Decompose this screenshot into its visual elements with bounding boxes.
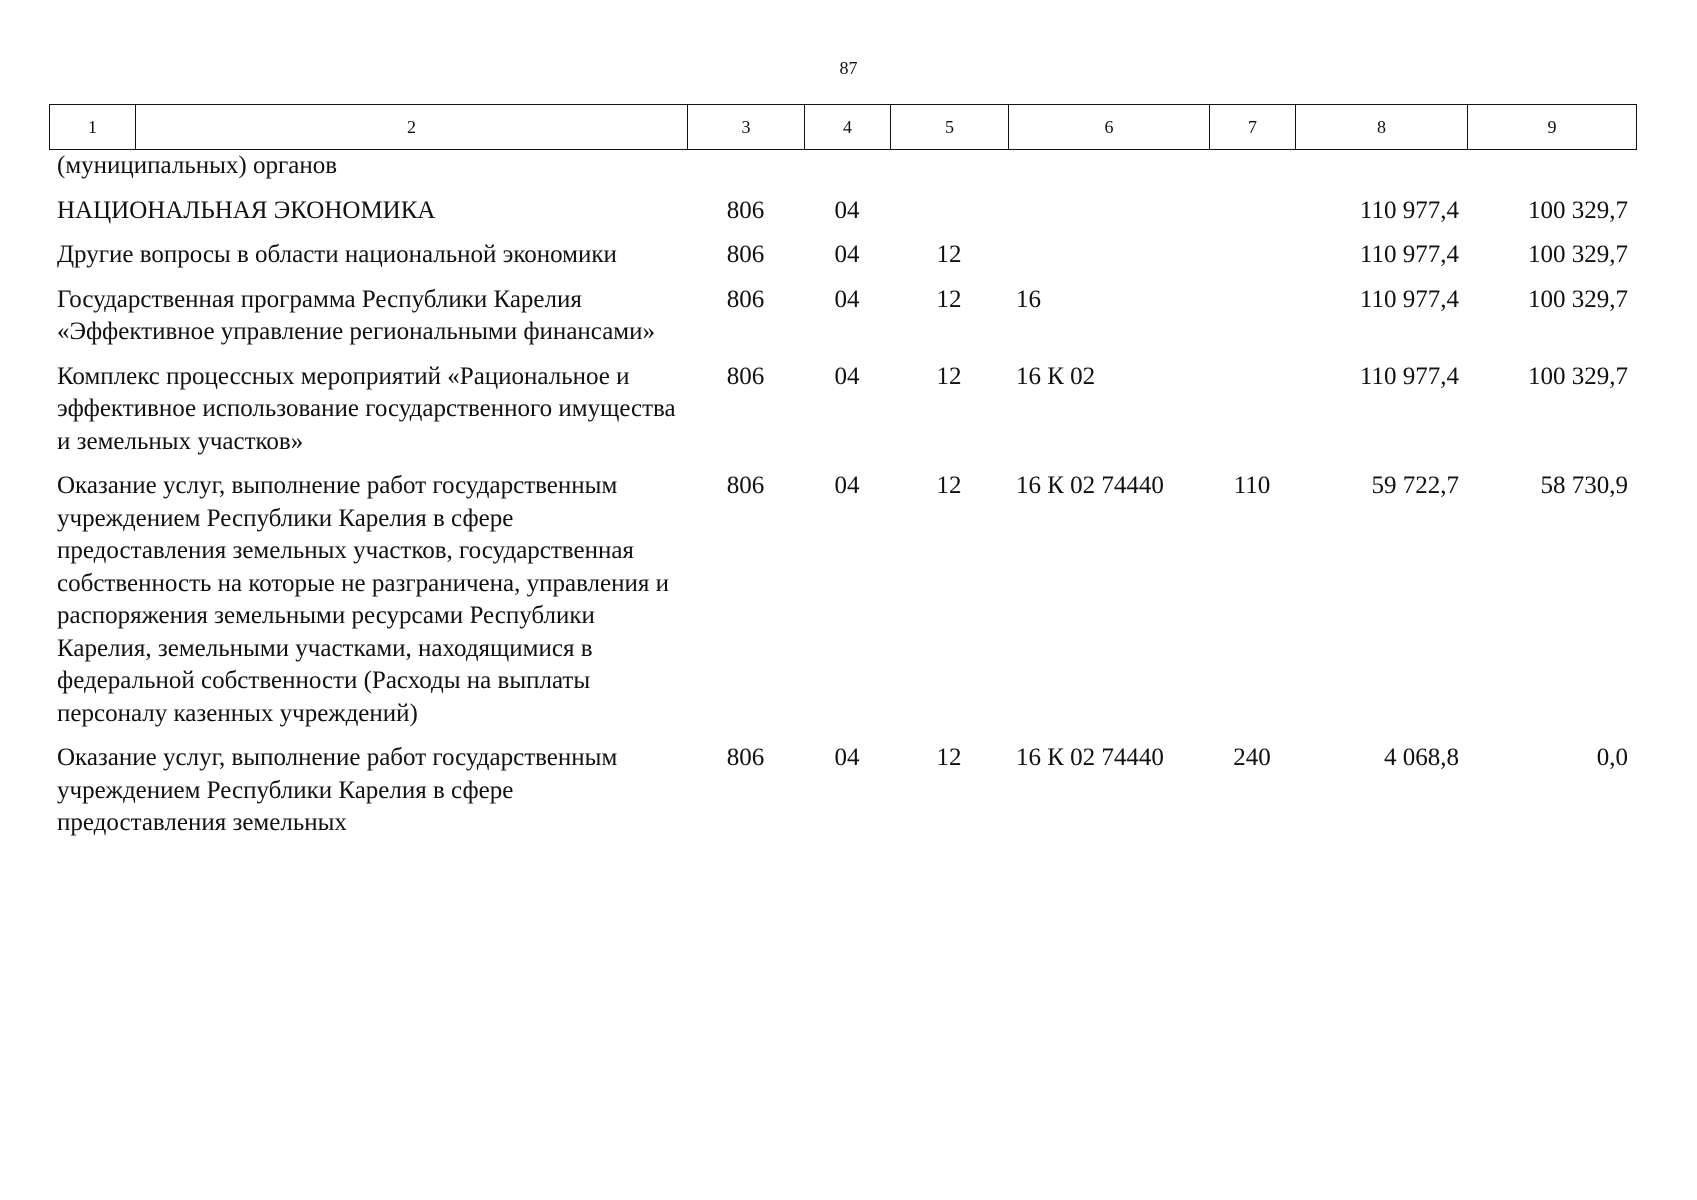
column-number-5: 5 <box>891 105 1009 150</box>
column-number-7: 7 <box>1210 105 1296 150</box>
cell-col7 <box>1209 183 1295 228</box>
cell-col7 <box>1209 349 1295 459</box>
cell-col5: 12 <box>936 362 962 390</box>
table-row <box>49 458 1636 730</box>
row-name: (муниципальных) органов <box>57 152 338 179</box>
table-row <box>49 349 1636 459</box>
cell-col9: 100 329,7 <box>1528 241 1628 268</box>
cell-col7 <box>1209 150 1295 183</box>
cell-col6: 16 К 02 74440 <box>1016 472 1164 499</box>
cell-col5 <box>890 183 1008 228</box>
column-number-9: 9 <box>1468 105 1637 150</box>
row-name: Оказание услуг, выполнение работ государственным учреждением Республики Карелия в сфере предоставления земельных <box>57 744 618 836</box>
cell-col3 <box>687 150 804 183</box>
cell-col3: 806 <box>726 196 765 224</box>
cell-col6 <box>1008 183 1209 228</box>
cell-col8: 110 977,4 <box>1359 285 1459 313</box>
cell-col9: 58 730,9 <box>1540 472 1628 499</box>
cell-col9: 100 329,7 <box>1528 196 1628 224</box>
table-row <box>49 227 1636 272</box>
cell-col8: 110 977,4 <box>1359 241 1459 268</box>
cell-col9: 100 329,7 <box>1528 285 1628 313</box>
cell-col5: 12 <box>936 241 962 268</box>
cell-col3: 806 <box>726 744 765 771</box>
table-row <box>49 730 1636 840</box>
cell-col5 <box>890 150 1008 183</box>
cell-col6: 16 К 02 <box>1016 362 1096 390</box>
column-number-header <box>49 104 1637 150</box>
cell-col6 <box>1008 150 1209 183</box>
page-number: 87 <box>839 58 858 78</box>
cell-col4: 04 <box>834 472 860 499</box>
budget-table <box>49 150 1636 840</box>
cell-col4: 04 <box>834 362 860 390</box>
table-row <box>49 150 1636 183</box>
cell-col7: 240 <box>1233 744 1271 771</box>
cell-col3: 806 <box>726 285 765 313</box>
column-number-1: 1 <box>50 105 136 150</box>
cell-col9 <box>1467 150 1636 183</box>
row-name: НАЦИОНАЛЬНАЯ ЭКОНОМИКА <box>57 196 436 224</box>
column-number-8: 8 <box>1296 105 1468 150</box>
cell-col6 <box>1008 227 1209 272</box>
cell-col9: 0,0 <box>1596 744 1628 771</box>
cell-col7 <box>1209 272 1295 349</box>
table-row <box>49 183 1636 228</box>
cell-col4: 04 <box>834 285 860 313</box>
column-number-2: 2 <box>136 105 688 150</box>
row-name: Оказание услуг, выполнение работ государственным учреждением Республики Карелия в сфере предоставления земельных участков, государственная собственность на которые не разграничена, управления и распоряжения земельными ресурсами Республики Карелия, земельными участками, находящимися в федеральной собственности (Расходы на выплаты персоналу казенных учреждений) <box>57 472 670 727</box>
cell-col4: 04 <box>834 196 860 224</box>
cell-col9: 100 329,7 <box>1528 362 1628 390</box>
cell-col8: 110 977,4 <box>1359 196 1459 224</box>
cell-col8 <box>1295 150 1467 183</box>
row-name: Государственная программа Республики Карелия «Эффективное управление региональными финансами» <box>57 285 655 345</box>
cell-col5: 12 <box>936 472 962 499</box>
cell-col6: 16 К 02 74440 <box>1016 744 1164 771</box>
column-number-6: 6 <box>1009 105 1210 150</box>
cell-col8: 59 722,7 <box>1371 472 1459 499</box>
cell-col7: 110 <box>1233 472 1271 499</box>
table-row <box>49 272 1636 349</box>
cell-col3: 806 <box>726 241 765 268</box>
cell-col3: 806 <box>726 472 765 499</box>
cell-col4: 04 <box>834 241 860 268</box>
row-name: Комплекс процессных мероприятий «Рациональное и эффективное использование государственного имущества и земельных участков» <box>57 362 676 455</box>
cell-col5: 12 <box>936 285 962 313</box>
cell-col4 <box>804 150 890 183</box>
cell-col8: 110 977,4 <box>1359 362 1459 390</box>
column-number-3: 3 <box>688 105 805 150</box>
cell-col7 <box>1209 227 1295 272</box>
cell-col5: 12 <box>936 744 962 771</box>
cell-col8: 4 068,8 <box>1384 744 1459 771</box>
cell-col6: 16 <box>1016 285 1041 313</box>
column-number-4: 4 <box>805 105 891 150</box>
cell-col3: 806 <box>726 362 765 390</box>
cell-col4: 04 <box>834 744 860 771</box>
row-name: Другие вопросы в области национальной экономики <box>57 241 617 268</box>
